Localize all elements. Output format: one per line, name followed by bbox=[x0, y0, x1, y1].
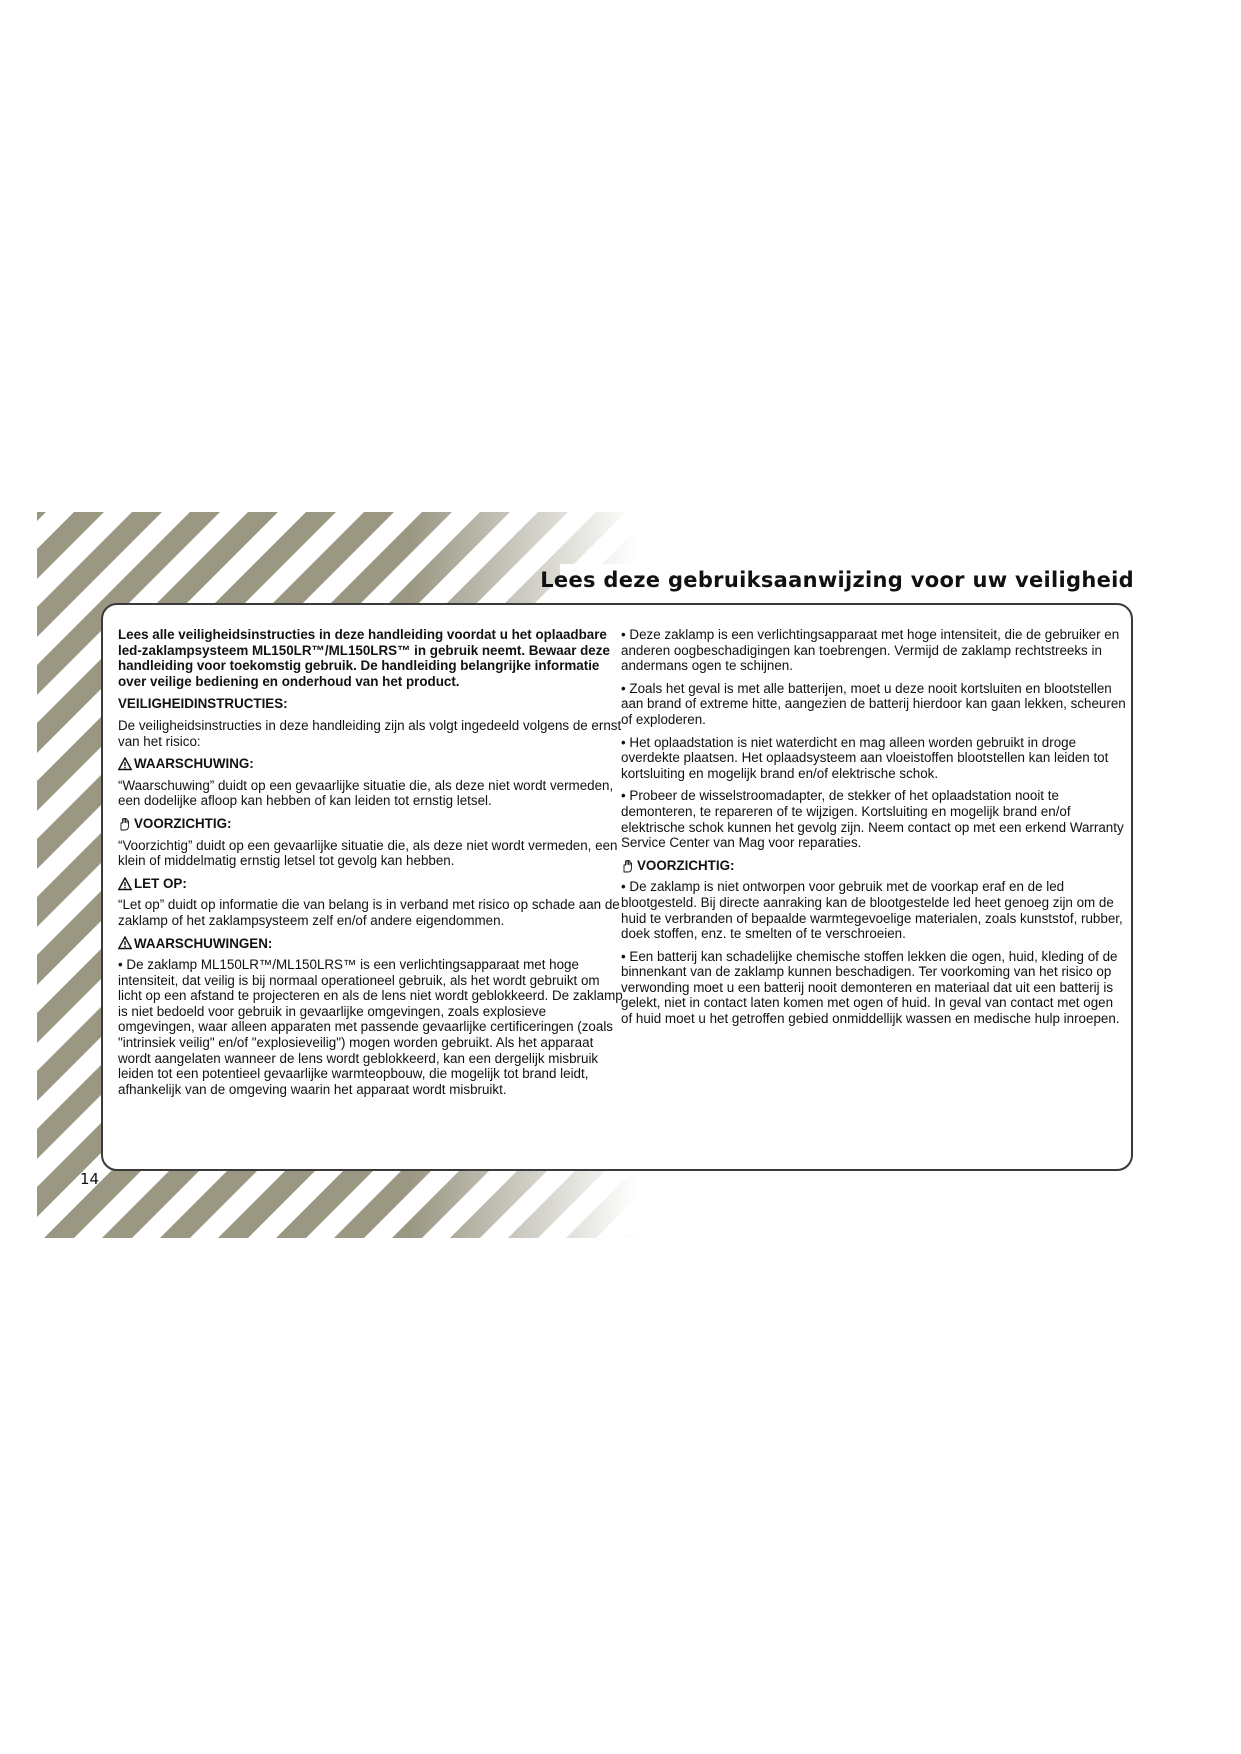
caution-text: “Voorzichtig” duidt op een gevaarlijke situatie die, als deze niet wordt vermeden, een klein of middelmatig ernstig letsel tot gevolg kan hebben. bbox=[118, 837, 618, 869]
warnings-bullet-2: • Deze zaklamp is een verlichtingsapparaat met hoge intensiteit, die de gebruiker en anderen oogbeschadigingen kan toebrengen. Vermijd de zaklamp rechtstreeks in andermans ogen te schijnen. bbox=[621, 627, 1120, 674]
caution-hand-icon bbox=[118, 817, 132, 831]
page-heading bbox=[540, 564, 1140, 604]
warnings-bullet-5: • Probeer de wisselstroomadapter, de stekker of het oplaadstation nooit te demonteren, te repareren of te wijzigen. Kortsluiting en mogelijk brand en/of elektrische schok kunnen het gevolg zijn. Neem contact op met een erkend Warranty Service Center van Mag voor reparaties. bbox=[621, 788, 1124, 851]
cautions-bullet-2: • Een batterij kan schadelijke chemische stoffen lekken die ogen, huid, kleding of de binnenkant van de zaklamp kunnen beschadigen. Ter voorkoming van het risico op verwonding moet u een batterij nooit demonteren en materiaal dat uit een batterij is gelekt, niet in contact laten komen met ogen of huid. In geval van contact met ogen of huid moet u het getroffen gebied onmiddellijk wassen en medische hulp inroepen. bbox=[621, 948, 1120, 1027]
cautions-heading bbox=[621, 858, 1126, 874]
cautions-title: VOORZICHTIG: bbox=[637, 857, 735, 873]
caution-hand-icon bbox=[621, 859, 635, 873]
warning-triangle-icon bbox=[118, 757, 132, 771]
warning-triangle-icon bbox=[118, 936, 132, 950]
warning-triangle-icon bbox=[118, 877, 132, 891]
right-column bbox=[621, 627, 1126, 1034]
notice-heading bbox=[118, 876, 623, 892]
instructions-title: VEILIGHEIDINSTRUCTIES: bbox=[118, 696, 288, 712]
page-number: 14 bbox=[80, 1170, 100, 1188]
warnings-bullet-1: • De zaklamp ML150LR™/ML150LRS™ is een verlichtingsapparaat met hoge intensiteit, dat veilig is bij normaal operationeel gebruik, als het wordt gebruikt om licht op een afstand te projecteren en als de lens niet wordt geblokkeerd. De zaklamp is niet bedoeld voor gebruik in gevaarlijke omgevingen, zoals explosieve omgevingen, waar alleen apparaten met passende gevaarlijke certificeringen (zoals "intrinsiek veilig" en/of "explosieveilig") mogen worden gebruikt. Als het apparaat wordt aangelaten wanneer de lens wordt geblokkeerd, kan een dergelijk misbruik leiden tot een potentieel gevaarlijke warmteopbouw, die mogelijk tot brand leidt, afhankelijk van de omgeving waarin het apparaat wordt misbruikt. bbox=[118, 957, 623, 1097]
notice-text: “Let op” duidt op informatie die van belang is in verband met risico op schade aan de zaklamp of het zaklampsysteem zelf en/of andere eigendommen. bbox=[118, 897, 620, 928]
warnings-bullet-3: • Zoals het geval is met alle batterijen, moet u deze nooit kortsluiten en blootstellen aan brand of extreme hitte, aangezien de batterij hierdoor kan gaan lekken, scheuren of exploderen. bbox=[621, 680, 1126, 727]
cautions-bullet-1: • De zaklamp is niet ontworpen voor gebruik met de voorkap eraf en de led blootgesteld. Bij directe aanraking kan de blootgestelde led heet genoeg zijn om de huid te verbranden of bepaalde warmtegevoelige materialen, zoals kunststof, rubber, doek stoffen, enz. te smelten of te verschroeien. bbox=[621, 879, 1123, 942]
caution-title: VOORZICHTIG: bbox=[134, 815, 232, 831]
warning-text: “Waarschuwing” duidt op een gevaarlijke situatie die, als deze niet wordt vermeden, een dodelijke afloop kan hebben of kan leiden tot ernstig letsel. bbox=[118, 777, 614, 809]
page-title: Lees deze gebruiksaanwijzing voor uw veiligheid bbox=[540, 568, 1134, 592]
content-panel bbox=[101, 603, 1133, 1171]
warnings-title: WAARSCHUWINGEN: bbox=[134, 935, 273, 951]
intro-paragraph: Lees alle veiligheidsinstructies in deze handleiding voordat u het oplaadbare led-zaklampsysteem ML150LR™/ML150LRS™ in gebruik neemt. Bewaar deze handleiding voor toekomstig gebruik. De handleiding belangrijke informatie over veilige bediening en onderhoud van het product. bbox=[118, 627, 610, 689]
left-column bbox=[118, 627, 623, 1104]
instructions-text: De veiligheidsinstructies in deze handleiding zijn als volgt ingedeeld volgens de ernst van het risico: bbox=[118, 717, 622, 749]
caution-heading bbox=[118, 816, 623, 832]
notice-title: LET OP: bbox=[134, 875, 187, 891]
warnings-bullet-4: • Het oplaadstation is niet waterdicht en mag alleen worden gebruikt in droge overdekte plaatsen. Het oplaadsysteem aan vloeistoffen blootstellen kan leiden tot kortsluiting en mogelijk brand en/of elektrische schok. bbox=[621, 734, 1109, 781]
warnings-heading bbox=[118, 936, 623, 952]
instructions-heading bbox=[118, 696, 623, 712]
warning-title: WAARSCHUWING: bbox=[134, 756, 254, 772]
warning-heading bbox=[118, 756, 623, 772]
